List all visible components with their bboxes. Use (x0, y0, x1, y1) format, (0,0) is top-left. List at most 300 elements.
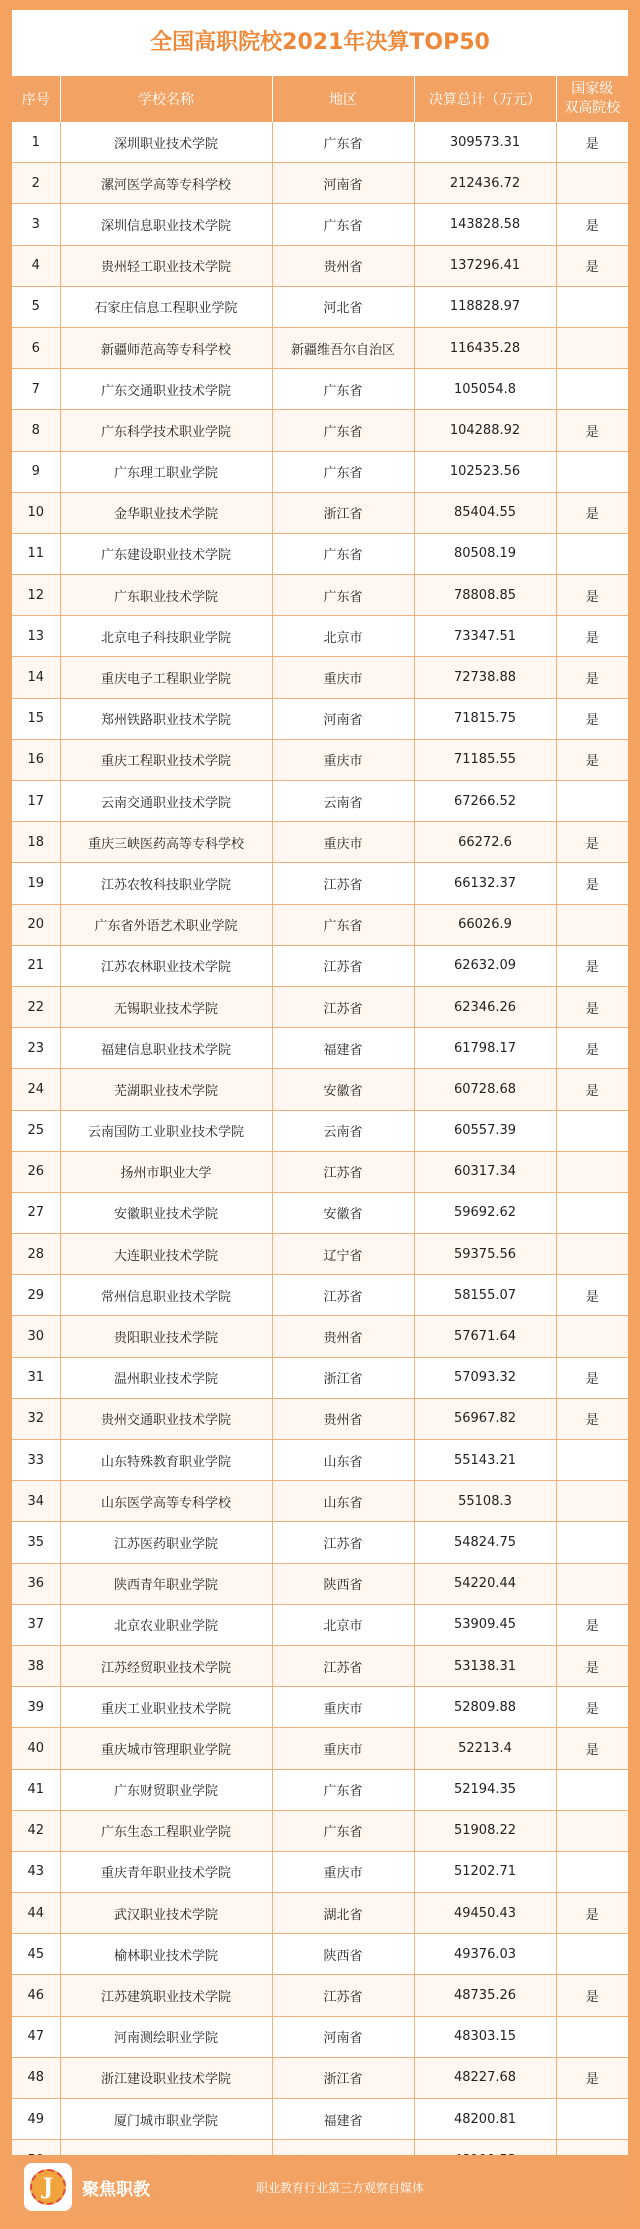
table-row (12, 1028, 628, 1069)
rank-cell: 36 (12, 1563, 60, 1604)
region-cell: 重庆市 (272, 1687, 414, 1728)
budget-total-cell: 143828.58 (414, 204, 556, 245)
region-cell: 江苏省 (272, 863, 414, 904)
table-row (12, 657, 628, 698)
region-cell: 福建省 (272, 1028, 414, 1069)
double-high-cell: 是 (556, 863, 628, 904)
budget-total-cell: 116435.28 (414, 327, 556, 368)
double-high-cell: 是 (556, 1398, 628, 1439)
school-name-cell: 重庆三峡医药高等专科学校 (60, 822, 272, 863)
region-cell: 云南省 (272, 781, 414, 822)
double-high-cell: 是 (556, 1975, 628, 2016)
double-high-cell (556, 1851, 628, 1892)
double-high-cell: 是 (556, 410, 628, 451)
budget-total-cell: 85404.55 (414, 492, 556, 533)
region-cell: 重庆市 (272, 1851, 414, 1892)
budget-total-cell: 54824.75 (414, 1522, 556, 1563)
region-cell: 陕西省 (272, 1934, 414, 1975)
table-row (12, 1069, 628, 1110)
school-name-cell: 广东省外语艺术职业学院 (60, 904, 272, 945)
table-row (12, 1851, 628, 1892)
rank-cell: 45 (12, 1934, 60, 1975)
double-high-cell (556, 1234, 628, 1275)
rank-cell: 29 (12, 1275, 60, 1316)
budget-total-cell: 54220.44 (414, 1563, 556, 1604)
region-cell: 江苏省 (272, 1522, 414, 1563)
budget-total-cell: 48303.15 (414, 2016, 556, 2057)
region-cell: 浙江省 (272, 492, 414, 533)
school-name-cell: 广东建设职业技术学院 (60, 533, 272, 574)
rank-cell: 18 (12, 822, 60, 863)
budget-total-cell: 48200.81 (414, 2099, 556, 2140)
budget-total-cell: 80508.19 (414, 533, 556, 574)
school-name-cell: 河南测绘职业学院 (60, 2016, 272, 2057)
region-cell: 广东省 (272, 533, 414, 574)
budget-total-cell: 59692.62 (414, 1192, 556, 1233)
rank-cell: 42 (12, 1810, 60, 1851)
school-name-cell: 武汉职业技术学院 (60, 1893, 272, 1934)
school-name-cell: 陕西青年职业学院 (60, 1563, 272, 1604)
double-high-cell: 是 (556, 575, 628, 616)
table-row (12, 781, 628, 822)
region-cell: 广东省 (272, 451, 414, 492)
school-name-cell: 北京农业职业学院 (60, 1604, 272, 1645)
school-name-cell: 重庆青年职业技术学院 (60, 1851, 272, 1892)
budget-total-cell: 53909.45 (414, 1604, 556, 1645)
rank-cell: 23 (12, 1028, 60, 1069)
brand-slogan: 职业教育行业第三方观察自媒体 (256, 2181, 425, 2195)
region-cell: 广东省 (272, 204, 414, 245)
school-name-cell: 江苏农牧科技职业学院 (60, 863, 272, 904)
rank-cell: 41 (12, 1769, 60, 1810)
rank-cell: 46 (12, 1975, 60, 2016)
double-high-cell (556, 2016, 628, 2057)
budget-total-cell: 60557.39 (414, 1110, 556, 1151)
rank-cell: 17 (12, 781, 60, 822)
rank-cell: 22 (12, 986, 60, 1027)
footer-bar (12, 2155, 628, 2219)
budget-total-cell: 71185.55 (414, 739, 556, 780)
rank-cell: 11 (12, 533, 60, 574)
region-cell: 河南省 (272, 698, 414, 739)
double-high-cell: 是 (556, 204, 628, 245)
table-row (12, 1275, 628, 1316)
school-name-cell: 江苏医药职业学院 (60, 1522, 272, 1563)
region-cell: 江苏省 (272, 1275, 414, 1316)
rank-cell: 27 (12, 1192, 60, 1233)
double-high-cell: 是 (556, 1893, 628, 1934)
brand-name: 聚焦职教 (82, 2180, 150, 2200)
school-name-cell: 山东医学高等专科学校 (60, 1481, 272, 1522)
header-rank: 序号 (12, 76, 60, 122)
double-high-cell (556, 1192, 628, 1233)
rank-cell: 8 (12, 410, 60, 451)
budget-total-cell: 52809.88 (414, 1687, 556, 1728)
school-name-cell: 云南国防工业职业技术学院 (60, 1110, 272, 1151)
school-name-cell: 贵州轻工职业技术学院 (60, 245, 272, 286)
header-budget-total: 决算总计（万元） (414, 76, 556, 122)
school-name-cell: 榆林职业技术学院 (60, 1934, 272, 1975)
region-cell: 新疆维吾尔自治区 (272, 327, 414, 368)
budget-total-cell: 212436.72 (414, 163, 556, 204)
rank-cell: 37 (12, 1604, 60, 1645)
table-row (12, 2016, 628, 2057)
rank-cell: 34 (12, 1481, 60, 1522)
double-high-cell (556, 1934, 628, 1975)
school-name-cell: 广东财贸职业学院 (60, 1769, 272, 1810)
table-row (12, 2099, 628, 2140)
rank-cell: 20 (12, 904, 60, 945)
table-row (12, 1357, 628, 1398)
school-name-cell: 浙江建设职业技术学院 (60, 2057, 272, 2098)
table-row (12, 1769, 628, 1810)
rank-cell: 32 (12, 1398, 60, 1439)
table-body (12, 122, 628, 2181)
table-row (12, 1645, 628, 1686)
rank-cell: 31 (12, 1357, 60, 1398)
table-row (12, 575, 628, 616)
region-cell: 贵州省 (272, 245, 414, 286)
budget-total-cell: 51908.22 (414, 1810, 556, 1851)
region-cell: 重庆市 (272, 657, 414, 698)
budget-total-cell: 48227.68 (414, 2057, 556, 2098)
region-cell: 广东省 (272, 1810, 414, 1851)
budget-total-cell: 56967.82 (414, 1398, 556, 1439)
table-row (12, 1934, 628, 1975)
region-cell: 广东省 (272, 122, 414, 163)
budget-total-cell: 62346.26 (414, 986, 556, 1027)
double-high-cell: 是 (556, 616, 628, 657)
budget-total-cell: 55108.3 (414, 1481, 556, 1522)
table-row (12, 1522, 628, 1563)
school-name-cell: 山东特殊教育职业学院 (60, 1440, 272, 1481)
table-row (12, 986, 628, 1027)
region-cell: 河北省 (272, 286, 414, 327)
school-name-cell: 贵州交通职业技术学院 (60, 1398, 272, 1439)
budget-total-cell: 104288.92 (414, 410, 556, 451)
double-high-cell (556, 1316, 628, 1357)
region-cell: 安徽省 (272, 1192, 414, 1233)
region-cell: 陕西省 (272, 1563, 414, 1604)
budget-total-cell: 66132.37 (414, 863, 556, 904)
table-row (12, 122, 628, 163)
ranking-table (12, 76, 628, 2181)
budget-total-cell: 55143.21 (414, 1440, 556, 1481)
budget-total-cell: 49376.03 (414, 1934, 556, 1975)
school-name-cell: 江苏经贸职业技术学院 (60, 1645, 272, 1686)
rank-cell: 4 (12, 245, 60, 286)
school-name-cell: 温州职业技术学院 (60, 1357, 272, 1398)
school-name-cell: 安徽职业技术学院 (60, 1192, 272, 1233)
school-name-cell: 新疆师范高等专科学校 (60, 327, 272, 368)
budget-total-cell: 66026.9 (414, 904, 556, 945)
page-title: 全国高职院校2021年决算TOP50 (150, 30, 490, 55)
table-row (12, 1440, 628, 1481)
table-row (12, 1563, 628, 1604)
region-cell: 浙江省 (272, 1357, 414, 1398)
region-cell: 重庆市 (272, 1728, 414, 1769)
rank-cell: 44 (12, 1893, 60, 1934)
rank-cell: 43 (12, 1851, 60, 1892)
table-row (12, 1975, 628, 2016)
school-name-cell: 重庆工程职业技术学院 (60, 739, 272, 780)
table-row (12, 245, 628, 286)
region-cell: 广东省 (272, 575, 414, 616)
school-name-cell: 广东职业技术学院 (60, 575, 272, 616)
table-row (12, 904, 628, 945)
school-name-cell: 扬州市职业大学 (60, 1151, 272, 1192)
budget-total-cell: 71815.75 (414, 698, 556, 739)
region-cell: 江苏省 (272, 986, 414, 1027)
budget-total-cell: 59375.56 (414, 1234, 556, 1275)
double-high-cell: 是 (556, 1687, 628, 1728)
rank-cell: 15 (12, 698, 60, 739)
rank-cell: 10 (12, 492, 60, 533)
double-high-cell (556, 1769, 628, 1810)
table-row (12, 698, 628, 739)
region-cell: 湖北省 (272, 1893, 414, 1934)
rank-cell: 13 (12, 616, 60, 657)
budget-total-cell: 105054.8 (414, 369, 556, 410)
budget-total-cell: 102523.56 (414, 451, 556, 492)
region-cell: 重庆市 (272, 822, 414, 863)
budget-total-cell: 60728.68 (414, 1069, 556, 1110)
rank-cell: 48 (12, 2057, 60, 2098)
rank-cell: 47 (12, 2016, 60, 2057)
double-high-cell (556, 1110, 628, 1151)
double-high-cell: 是 (556, 1028, 628, 1069)
double-high-cell (556, 1440, 628, 1481)
region-cell: 贵州省 (272, 1398, 414, 1439)
region-cell: 山东省 (272, 1440, 414, 1481)
school-name-cell: 无锡职业技术学院 (60, 986, 272, 1027)
table-row (12, 1893, 628, 1934)
rank-cell: 49 (12, 2099, 60, 2140)
table-row (12, 533, 628, 574)
table-row (12, 945, 628, 986)
school-name-cell: 深圳职业技术学院 (60, 122, 272, 163)
double-high-cell: 是 (556, 945, 628, 986)
double-high-cell: 是 (556, 822, 628, 863)
rank-cell: 2 (12, 163, 60, 204)
region-cell: 江苏省 (272, 1645, 414, 1686)
region-cell: 江苏省 (272, 1975, 414, 2016)
document-page (12, 10, 628, 2219)
school-name-cell: 重庆工业职业技术学院 (60, 1687, 272, 1728)
double-high-cell (556, 904, 628, 945)
rank-cell: 6 (12, 327, 60, 368)
brand-logo (24, 2163, 72, 2211)
school-name-cell: 云南交通职业技术学院 (60, 781, 272, 822)
school-name-cell: 江苏农林职业技术学院 (60, 945, 272, 986)
budget-total-cell: 57093.32 (414, 1357, 556, 1398)
table-header-row (12, 76, 628, 122)
rank-cell: 12 (12, 575, 60, 616)
table-row (12, 286, 628, 327)
region-cell: 云南省 (272, 1110, 414, 1151)
double-high-cell (556, 327, 628, 368)
rank-cell: 35 (12, 1522, 60, 1563)
budget-total-cell: 66272.6 (414, 822, 556, 863)
table-row (12, 1316, 628, 1357)
school-name-cell: 深圳信息职业技术学院 (60, 204, 272, 245)
table-row (12, 1398, 628, 1439)
table-row (12, 492, 628, 533)
double-high-cell: 是 (556, 739, 628, 780)
rank-cell: 1 (12, 122, 60, 163)
double-high-cell (556, 286, 628, 327)
table-row (12, 863, 628, 904)
rank-cell: 28 (12, 1234, 60, 1275)
double-high-cell (556, 2099, 628, 2140)
header-region: 地区 (272, 76, 414, 122)
table-row (12, 1151, 628, 1192)
budget-total-cell: 49450.43 (414, 1893, 556, 1934)
region-cell: 江苏省 (272, 1151, 414, 1192)
double-high-cell: 是 (556, 245, 628, 286)
school-name-cell: 广东科学技术职业学院 (60, 410, 272, 451)
table-row (12, 410, 628, 451)
rank-cell: 5 (12, 286, 60, 327)
rank-cell: 7 (12, 369, 60, 410)
budget-total-cell: 57671.64 (414, 1316, 556, 1357)
budget-total-cell: 67266.52 (414, 781, 556, 822)
school-name-cell: 贵阳职业技术学院 (60, 1316, 272, 1357)
table-row (12, 204, 628, 245)
budget-total-cell: 51202.71 (414, 1851, 556, 1892)
school-name-cell: 广东理工职业学院 (60, 451, 272, 492)
double-high-cell (556, 1481, 628, 1522)
school-name-cell: 漯河医学高等专科学校 (60, 163, 272, 204)
school-name-cell: 石家庄信息工程职业学院 (60, 286, 272, 327)
double-high-cell: 是 (556, 1645, 628, 1686)
budget-total-cell: 137296.41 (414, 245, 556, 286)
region-cell: 浙江省 (272, 2057, 414, 2098)
region-cell: 江苏省 (272, 945, 414, 986)
table-row (12, 1810, 628, 1851)
double-high-cell: 是 (556, 1604, 628, 1645)
budget-total-cell: 60317.34 (414, 1151, 556, 1192)
double-high-cell: 是 (556, 657, 628, 698)
school-name-cell: 北京电子科技职业学院 (60, 616, 272, 657)
header-school-name: 学校名称 (60, 76, 272, 122)
table-row (12, 2057, 628, 2098)
budget-total-cell: 48735.26 (414, 1975, 556, 2016)
region-cell: 贵州省 (272, 1316, 414, 1357)
region-cell: 广东省 (272, 1769, 414, 1810)
double-high-cell (556, 781, 628, 822)
school-name-cell: 福建信息职业技术学院 (60, 1028, 272, 1069)
table-row (12, 1234, 628, 1275)
rank-cell: 19 (12, 863, 60, 904)
double-high-cell: 是 (556, 122, 628, 163)
table-row (12, 327, 628, 368)
budget-total-cell: 309573.31 (414, 122, 556, 163)
budget-total-cell: 73347.51 (414, 616, 556, 657)
table-row (12, 1192, 628, 1233)
table-row (12, 1110, 628, 1151)
double-high-cell (556, 451, 628, 492)
table-row (12, 1604, 628, 1645)
table-row (12, 739, 628, 780)
rank-cell: 38 (12, 1645, 60, 1686)
region-cell: 福建省 (272, 2099, 414, 2140)
budget-total-cell: 58155.07 (414, 1275, 556, 1316)
rank-cell: 40 (12, 1728, 60, 1769)
region-cell: 重庆市 (272, 739, 414, 780)
table-row (12, 451, 628, 492)
header-double-high: 国家级 双高院校 (556, 76, 628, 122)
double-high-cell: 是 (556, 1069, 628, 1110)
region-cell: 北京市 (272, 616, 414, 657)
rank-cell: 25 (12, 1110, 60, 1151)
budget-total-cell: 52194.35 (414, 1769, 556, 1810)
double-high-cell: 是 (556, 492, 628, 533)
double-high-cell: 是 (556, 698, 628, 739)
rank-cell: 9 (12, 451, 60, 492)
region-cell: 广东省 (272, 410, 414, 451)
region-cell: 山东省 (272, 1481, 414, 1522)
table-row (12, 1728, 628, 1769)
table-row (12, 1481, 628, 1522)
region-cell: 河南省 (272, 163, 414, 204)
double-high-cell (556, 533, 628, 574)
budget-total-cell: 53138.31 (414, 1645, 556, 1686)
double-high-cell (556, 369, 628, 410)
school-name-cell: 广东生态工程职业学院 (60, 1810, 272, 1851)
rank-cell: 24 (12, 1069, 60, 1110)
school-name-cell: 广东交通职业技术学院 (60, 369, 272, 410)
budget-total-cell: 52213.4 (414, 1728, 556, 1769)
double-high-cell (556, 163, 628, 204)
budget-total-cell: 61798.17 (414, 1028, 556, 1069)
double-high-cell: 是 (556, 1275, 628, 1316)
school-name-cell: 重庆电子工程职业学院 (60, 657, 272, 698)
double-high-cell: 是 (556, 986, 628, 1027)
rank-cell: 14 (12, 657, 60, 698)
budget-total-cell: 78808.85 (414, 575, 556, 616)
double-high-cell (556, 1810, 628, 1851)
double-high-cell: 是 (556, 1728, 628, 1769)
school-name-cell: 厦门城市职业学院 (60, 2099, 272, 2140)
table-row (12, 163, 628, 204)
region-cell: 广东省 (272, 369, 414, 410)
double-high-cell: 是 (556, 1357, 628, 1398)
double-high-cell (556, 1522, 628, 1563)
budget-total-cell: 62632.09 (414, 945, 556, 986)
rank-cell: 16 (12, 739, 60, 780)
region-cell: 北京市 (272, 1604, 414, 1645)
rank-cell: 39 (12, 1687, 60, 1728)
table-row (12, 822, 628, 863)
rank-cell: 33 (12, 1440, 60, 1481)
school-name-cell: 大连职业技术学院 (60, 1234, 272, 1275)
region-cell: 安徽省 (272, 1069, 414, 1110)
school-name-cell: 重庆城市管理职业学院 (60, 1728, 272, 1769)
double-high-cell: 是 (556, 2057, 628, 2098)
rank-cell: 3 (12, 204, 60, 245)
school-name-cell: 常州信息职业技术学院 (60, 1275, 272, 1316)
school-name-cell: 金华职业技术学院 (60, 492, 272, 533)
budget-total-cell: 118828.97 (414, 286, 556, 327)
school-name-cell: 芜湖职业技术学院 (60, 1069, 272, 1110)
double-high-cell (556, 1563, 628, 1604)
double-high-cell (556, 1151, 628, 1192)
rank-cell: 30 (12, 1316, 60, 1357)
budget-total-cell: 72738.88 (414, 657, 556, 698)
region-cell: 河南省 (272, 2016, 414, 2057)
school-name-cell: 江苏建筑职业技术学院 (60, 1975, 272, 2016)
